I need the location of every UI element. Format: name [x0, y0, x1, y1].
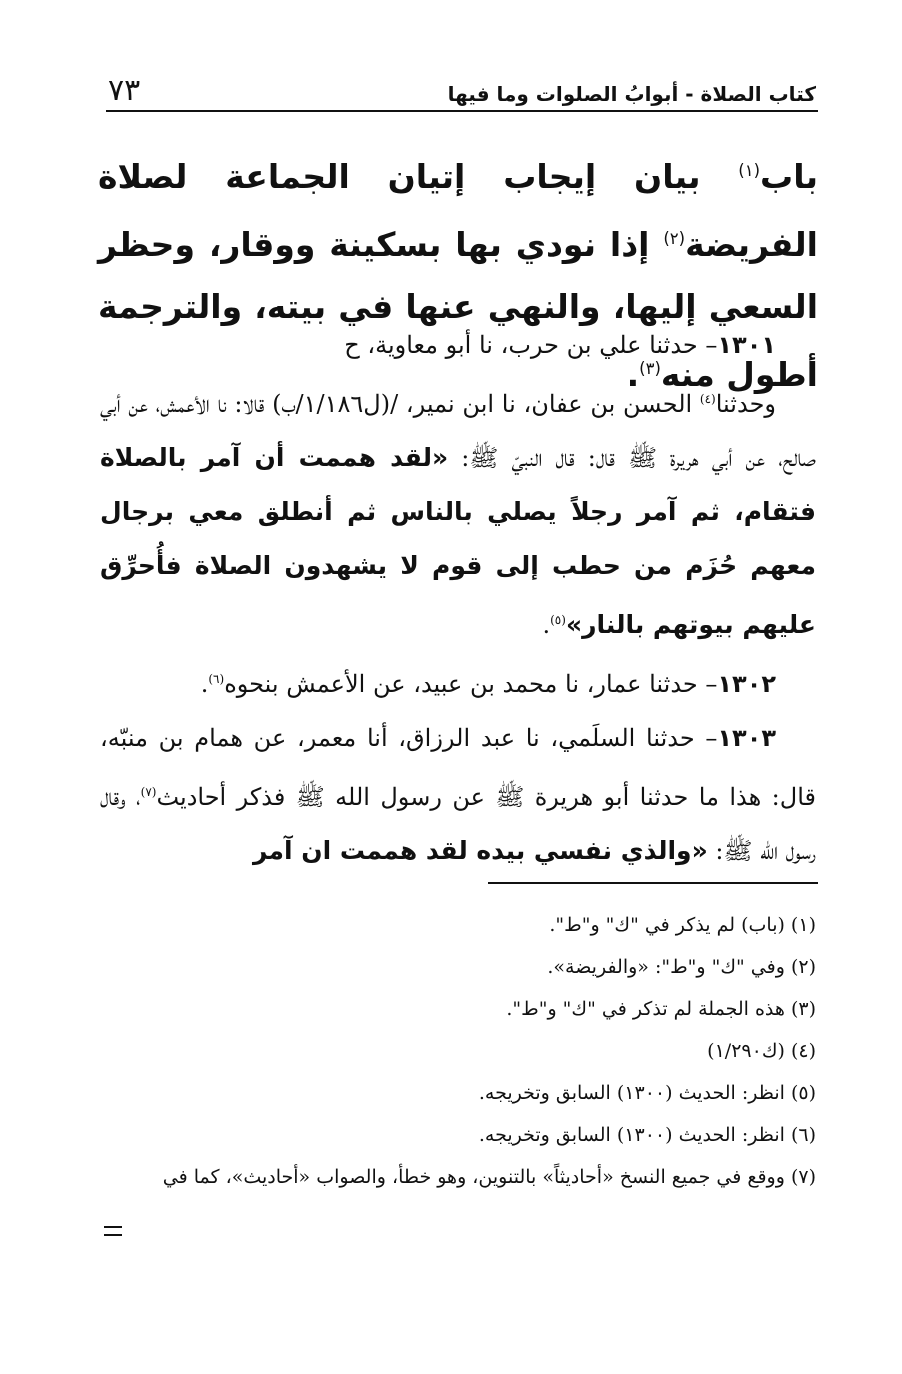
footnote-ref-7[interactable]: (٧): [140, 785, 157, 799]
hadith-1301-line1: [100, 318, 816, 372]
hadith-text: – حدثنا عمار، نا محمد بن عبيد، عن الأعمش بنحوه: [224, 670, 718, 698]
hadith-number: ١٣٠٢: [717, 670, 776, 698]
footnote-7: (٧) ووقع في جميع النسخ «أحاديثاً» بالتنوين، وهو خطأ، والصواب «أحاديث»، كما في: [162, 1166, 816, 1188]
chapter-title-end: .: [626, 355, 640, 394]
hadith-text: الحسن بن عفان، نا ابن نمير، /(ل١/١٨٦/ب) قالا: نا الأعمش، عن أبي صالح، عن أبي هريرة ﷺ قال: قال النبيّ ﷺ:: [100, 390, 816, 472]
footnote-2: (٢) وفي "ك" و"ط": «والفريضة».: [547, 956, 816, 978]
hadith-1303: [100, 711, 816, 878]
header-rule: [106, 110, 818, 112]
hadith-text: وحدثنا: [715, 390, 776, 418]
footnote-separator: [488, 882, 818, 884]
hadith-end: .: [200, 670, 209, 698]
footnote-ref-5[interactable]: (٥): [550, 613, 566, 627]
hadith-matn: «والذي نفسي بيده لقد هممت ان آمر: [252, 836, 708, 865]
footnote-1: (١) (باب) لم يذكر في "ك" و"ط".: [549, 914, 816, 936]
continuation-mark: [104, 1226, 122, 1236]
running-title: كتاب الصلاة - أبوابُ الصلوات وما فيها: [447, 82, 816, 106]
hadith-text: ، وقال رسول الله ﷺ:: [100, 783, 816, 865]
footnote-ref-2[interactable]: (٢): [663, 229, 686, 248]
footnote-ref-1[interactable]: (١): [738, 161, 761, 180]
footnote-ref-3[interactable]: (٣): [639, 359, 661, 378]
footnote-ref-6[interactable]: (٦): [208, 672, 225, 686]
hadith-1301-body: [100, 372, 816, 652]
hadith-text: – حدثنا السلَمي، نا عبد الرزاق، أنا معمر، عن همام بن منبّه، قال: هذا ما حدثنا أبو هريرة ﷺ عن رسول الله ﷺ فذكر أحاديث: [100, 724, 816, 811]
hadith-number: ١٣٠٣: [717, 724, 776, 752]
running-header: [108, 73, 816, 108]
chapter-title-part1: باب: [760, 157, 818, 196]
footnote-6: (٦) انظر: الحديث (١٣٠٠) السابق وتخريجه.: [478, 1124, 816, 1146]
hadith-number: ١٣٠١: [717, 331, 776, 359]
hadith-1302: [100, 652, 816, 711]
footnote-4: (٤) (ك١/٢٩٠): [707, 1040, 816, 1062]
chapter-title-part3: إذا نودي بها بسكينة ووقار، وحظر السعي إليها، والنهي عنها في بيته، والترجمة أطول منه: [98, 225, 818, 394]
hadith-text: – حدثنا علي بن حرب، نا أبو معاوية، ح: [344, 331, 718, 359]
chapter-title-part2: بيان إيجاب إتيان الجماعة لصلاة الفريضة: [98, 157, 818, 264]
footnotes: [100, 904, 816, 1198]
hadith-end: .: [542, 611, 551, 639]
main-text: [100, 318, 816, 878]
footnote-ref-4[interactable]: (٤): [699, 392, 716, 406]
footnote-5: (٥) انظر: الحديث (١٣٠٠) السابق وتخريجه.: [478, 1082, 816, 1104]
footnote-3: (٣) هذه الجملة لم تذكر في "ك" و"ط".: [506, 998, 816, 1020]
page-number: ٧٣: [108, 73, 141, 108]
hadith-matn: «لقد هممت أن آمر بالصلاة فتقام، ثم آمر رجلاً يصلي بالناس ثم أنطلق معي برجال معهم حُزَم من حطب إلى قوم لا يشهدون الصلاة فأُحرِّق عليهم بيوتهم بالنار»: [100, 443, 816, 639]
